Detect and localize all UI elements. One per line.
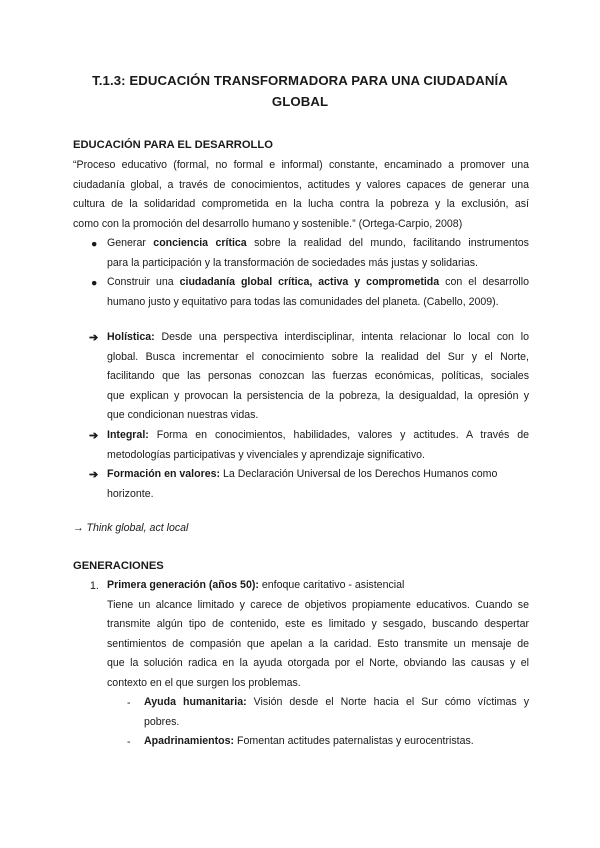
quote-line: como con la promoción del desarrollo humano y sostenible.” (Ortega-Carpio, 2008): [73, 217, 463, 230]
subitem-text: pobres.: [144, 715, 180, 728]
arrow-item-integral: [107, 426, 529, 465]
arrow-text: Desde una perspectiva interdisciplinar, intenta relacionar lo local con lo: [154, 331, 529, 343]
definition-quote: [73, 156, 529, 234]
arrow-right-icon: ➔: [89, 332, 99, 344]
generation-text: transmite algún tipo de contenido, este es limitado y sesgado, buscando despertar: [107, 618, 529, 630]
title-line-2: GLOBAL: [271, 94, 329, 109]
quote-line: “Proceso educativo (formal, no formal e informal) constante, encaminado a promover una: [73, 159, 529, 171]
think-global-note: → Think global, act local: [73, 522, 189, 534]
bullet-pre: Construir una: [107, 276, 180, 288]
arrow-text: que explican y provocan la persistencia de la pobreza, la desigualdad, la opresión y: [107, 389, 529, 402]
quote-line: cultura de la solidaridad comprometida en la lucha contra la pobreza y la exclusión, así: [73, 198, 529, 210]
bullet-post: para la participación y la transformación de sociedades más justas y solidarias.: [107, 256, 478, 269]
bullet-pre: Generar: [107, 237, 154, 249]
bullet-bold: ciudadanía global crítica, activa y comprometida: [179, 276, 440, 288]
generation-bold: Primera generación (años 50):: [107, 579, 259, 591]
quote-line: ciudadanía global, a través de conocimientos, actitudes y valores capaces de generar una: [73, 178, 529, 191]
bullet-symbol: ●: [91, 277, 98, 289]
arrow-bold: Integral:: [107, 429, 149, 441]
bullet-item: [107, 273, 529, 312]
arrow-text: La Declaración Universal de los Derechos Humanos como: [220, 468, 498, 480]
bullet-post: con el desarrollo: [439, 276, 529, 288]
arrow-right-icon: ➔: [89, 469, 99, 481]
page-title: [60, 70, 540, 112]
dash-symbol: -: [127, 736, 131, 748]
arrow-item-holistica: [107, 328, 529, 426]
arrow-text: Forma en conocimientos, habilidades, valores y actitudes. A través de: [148, 429, 529, 441]
bullet-post: sobre la realidad del mundo, facilitando instrumentos: [246, 237, 529, 249]
arrow-bold: Formación en valores:: [107, 468, 221, 480]
generation-text: Tiene un alcance limitado y carece de objetivos propiamente educativos. Cuando se: [107, 598, 529, 611]
subitem-bold: Ayuda humanitaria:: [144, 696, 247, 708]
arrow-text: horizonte.: [107, 487, 154, 500]
arrow-item-valores: [107, 465, 529, 504]
arrow-text: global. Busca incrementar el conocimiento sobre la realidad del Sur y el Norte,: [107, 350, 529, 363]
generation-text: que la solución radica en la ayuda otorgada por el Norte, obviando las causas y el: [107, 657, 529, 669]
generation-item-1: [107, 576, 529, 693]
bullet-bold: conciencia crítica: [153, 237, 247, 249]
subitem-ayuda-humanitaria: [144, 693, 529, 732]
list-number: 1.: [90, 580, 99, 592]
arrow-right-icon: ➔: [89, 430, 99, 442]
subitem-apadrinamientos: [144, 732, 529, 752]
title-line-1: T.1.3: EDUCACIÓN TRANSFORMADORA PARA UNA CIUDADANÍA: [92, 73, 508, 88]
arrow-bold: Holística:: [107, 331, 155, 343]
subitem-text: Visión desde el Norte hacia el Sur cómo víctimas y: [246, 696, 530, 708]
generation-text: contexto en el que surgen los problemas.: [107, 676, 301, 689]
bullet-item: [107, 234, 529, 273]
bullet-post: humano justo y equitativo para todas las comunidades del planeta. (Cabello, 2009).: [107, 295, 499, 308]
arrow-text: facilitando que las personas conozcan las fuerzas económicas, políticas, sociales: [107, 370, 529, 382]
subitem-bold: Apadrinamientos:: [144, 735, 235, 747]
section-heading-generaciones: GENERACIONES: [73, 560, 164, 572]
section-heading-desarrollo: EDUCACIÓN PARA EL DESARROLLO: [73, 139, 273, 151]
generation-text: sentimientos de compasión que apelan a la caridad. Esto transmite un mensaje de: [107, 637, 529, 650]
dash-symbol: -: [127, 697, 131, 709]
bullet-symbol: ●: [91, 238, 98, 250]
generation-rest: enfoque caritativo - asistencial: [258, 579, 405, 591]
subitem-text: Fomentan actitudes paternalistas y eurocentristas.: [234, 735, 474, 747]
arrow-text: que condicionan nuestras vidas.: [107, 409, 259, 421]
arrow-text: metodologías participativas y vivenciales y aprendizaje significativo.: [107, 448, 425, 461]
